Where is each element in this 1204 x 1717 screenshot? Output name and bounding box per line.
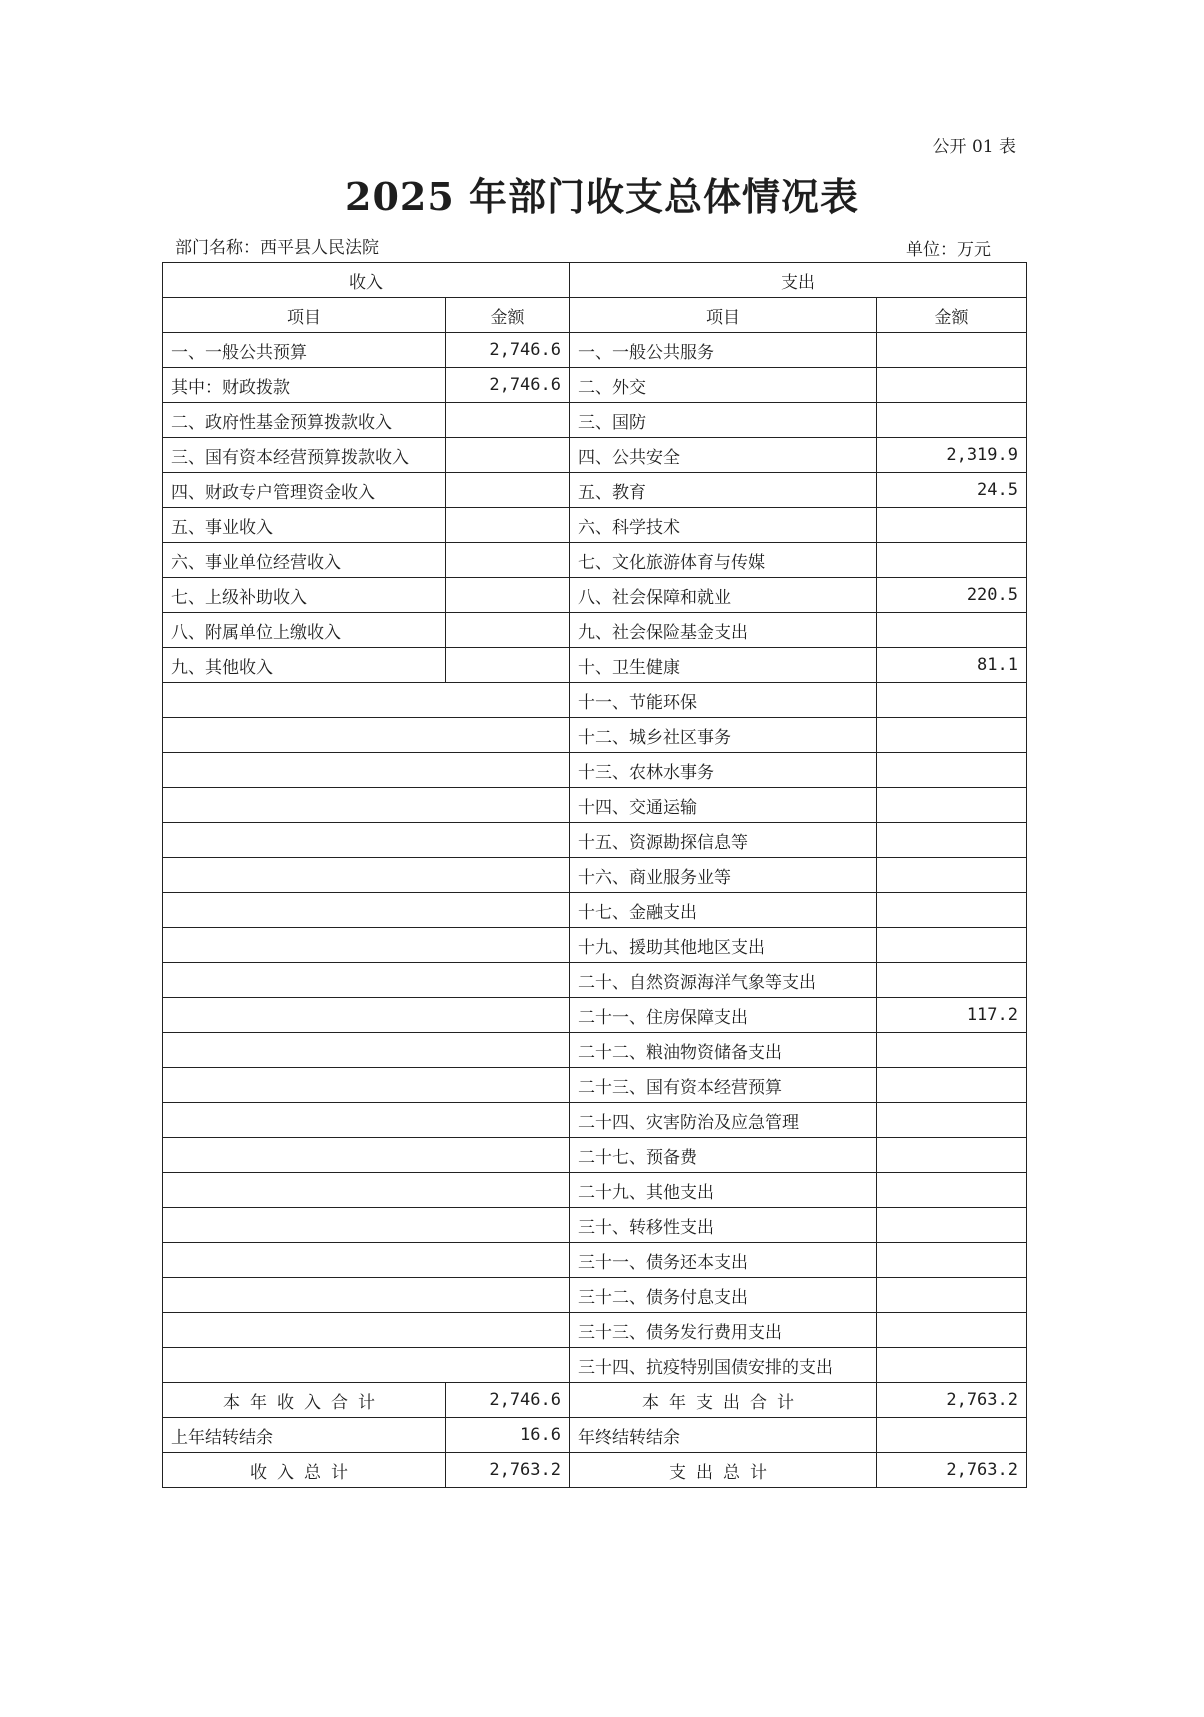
income-item: 九、其他收入 bbox=[163, 648, 446, 683]
income-amount bbox=[446, 508, 570, 543]
expense-amount bbox=[877, 1348, 1027, 1383]
income-amount: 2,746.6 bbox=[446, 333, 570, 368]
expense-item-header: 项目 bbox=[570, 298, 877, 333]
table-row bbox=[163, 403, 1027, 438]
expense-item: 一、一般公共服务 bbox=[570, 333, 877, 368]
income-empty-cell bbox=[163, 1103, 570, 1138]
expense-item: 二十三、国有资本经营预算 bbox=[570, 1068, 877, 1103]
expense-total-label: 支出总计 bbox=[570, 1453, 877, 1488]
income-amount bbox=[446, 648, 570, 683]
income-empty-cell bbox=[163, 1068, 570, 1103]
year-total-row bbox=[163, 1383, 1027, 1418]
expense-amount: 81.1 bbox=[877, 648, 1027, 683]
expense-item: 十、卫生健康 bbox=[570, 648, 877, 683]
expense-item: 二十九、其他支出 bbox=[570, 1173, 877, 1208]
expense-item: 九、社会保险基金支出 bbox=[570, 613, 877, 648]
table-row bbox=[163, 508, 1027, 543]
expense-amount bbox=[877, 1068, 1027, 1103]
table-row bbox=[163, 718, 1027, 753]
expense-item: 十一、节能环保 bbox=[570, 683, 877, 718]
income-header: 收入 bbox=[163, 263, 570, 298]
income-empty-cell bbox=[163, 1033, 570, 1068]
income-item: 一、一般公共预算 bbox=[163, 333, 446, 368]
expense-amount bbox=[877, 1243, 1027, 1278]
table-row bbox=[163, 928, 1027, 963]
expense-total-label: 本年支出合计 bbox=[570, 1383, 877, 1418]
unit-label: 单位：万元 bbox=[906, 240, 991, 260]
income-empty-cell bbox=[163, 893, 570, 928]
expense-amount bbox=[877, 1033, 1027, 1068]
income-amount: 2,746.6 bbox=[446, 368, 570, 403]
expense-item: 二十、自然资源海洋气象等支出 bbox=[570, 963, 877, 998]
income-empty-cell bbox=[163, 1173, 570, 1208]
expense-amount bbox=[877, 858, 1027, 893]
carryover-row bbox=[163, 1418, 1027, 1453]
expense-amount bbox=[877, 928, 1027, 963]
expense-item: 二十一、住房保障支出 bbox=[570, 998, 877, 1033]
expense-item: 十四、交通运输 bbox=[570, 788, 877, 823]
income-item: 四、财政专户管理资金收入 bbox=[163, 473, 446, 508]
table-row bbox=[163, 1138, 1027, 1173]
expense-item: 二十四、灾害防治及应急管理 bbox=[570, 1103, 877, 1138]
expense-amount bbox=[877, 1103, 1027, 1138]
expense-amount bbox=[877, 543, 1027, 578]
expense-total-amount bbox=[877, 1418, 1027, 1453]
expense-item: 三十一、债务还本支出 bbox=[570, 1243, 877, 1278]
table-row bbox=[163, 368, 1027, 403]
income-amount-header: 金额 bbox=[446, 298, 570, 333]
income-empty-cell bbox=[163, 1278, 570, 1313]
expense-total-label: 年终结转结余 bbox=[570, 1418, 877, 1453]
income-item: 七、上级补助收入 bbox=[163, 578, 446, 613]
income-item-header: 项目 bbox=[163, 298, 446, 333]
expense-item: 八、社会保障和就业 bbox=[570, 578, 877, 613]
expense-amount-header: 金额 bbox=[877, 298, 1027, 333]
expense-amount bbox=[877, 403, 1027, 438]
expense-amount bbox=[877, 1138, 1027, 1173]
expense-amount bbox=[877, 1278, 1027, 1313]
expense-item: 四、公共安全 bbox=[570, 438, 877, 473]
expense-total-amount: 2,763.2 bbox=[877, 1453, 1027, 1488]
expense-item: 三十四、抗疫特别国债安排的支出 bbox=[570, 1348, 877, 1383]
table-row bbox=[163, 1033, 1027, 1068]
page-title: 2025 年部门收支总体情况表 bbox=[345, 174, 859, 219]
table-row bbox=[163, 1313, 1027, 1348]
budget-table bbox=[162, 262, 1027, 1488]
table-row bbox=[163, 543, 1027, 578]
expense-amount bbox=[877, 893, 1027, 928]
income-empty-cell bbox=[163, 858, 570, 893]
income-empty-cell bbox=[163, 963, 570, 998]
table-row bbox=[163, 823, 1027, 858]
expense-item: 二十七、预备费 bbox=[570, 1138, 877, 1173]
table-row bbox=[163, 438, 1027, 473]
table-row bbox=[163, 1103, 1027, 1138]
table-row bbox=[163, 893, 1027, 928]
income-total-amount: 2,763.2 bbox=[446, 1453, 570, 1488]
expense-amount: 2,319.9 bbox=[877, 438, 1027, 473]
expense-amount bbox=[877, 963, 1027, 998]
income-total-label: 本年收入合计 bbox=[163, 1383, 446, 1418]
income-item: 五、事业收入 bbox=[163, 508, 446, 543]
expense-amount bbox=[877, 788, 1027, 823]
expense-amount bbox=[877, 508, 1027, 543]
expense-item: 十二、城乡社区事务 bbox=[570, 718, 877, 753]
income-empty-cell bbox=[163, 998, 570, 1033]
income-total-amount: 16.6 bbox=[446, 1418, 570, 1453]
expense-item: 十三、农林水事务 bbox=[570, 753, 877, 788]
expense-total-amount: 2,763.2 bbox=[877, 1383, 1027, 1418]
expense-amount: 24.5 bbox=[877, 473, 1027, 508]
income-empty-cell bbox=[163, 1138, 570, 1173]
expense-item: 十六、商业服务业等 bbox=[570, 858, 877, 893]
expense-amount bbox=[877, 1208, 1027, 1243]
income-amount bbox=[446, 578, 570, 613]
table-row bbox=[163, 753, 1027, 788]
table-row bbox=[163, 683, 1027, 718]
income-amount bbox=[446, 473, 570, 508]
expense-amount bbox=[877, 823, 1027, 858]
table-row bbox=[163, 788, 1027, 823]
income-total-amount: 2,746.6 bbox=[446, 1383, 570, 1418]
department-name: 部门名称：西平县人民法院 bbox=[175, 238, 379, 258]
expense-item: 三十三、债务发行费用支出 bbox=[570, 1313, 877, 1348]
column-header-row bbox=[163, 298, 1027, 333]
income-empty-cell bbox=[163, 753, 570, 788]
income-amount bbox=[446, 613, 570, 648]
expense-item: 六、科学技术 bbox=[570, 508, 877, 543]
expense-item: 七、文化旅游体育与传媒 bbox=[570, 543, 877, 578]
table-row bbox=[163, 1068, 1027, 1103]
budget-table-body bbox=[163, 263, 1027, 1488]
expense-amount bbox=[877, 333, 1027, 368]
expense-amount bbox=[877, 683, 1027, 718]
table-row bbox=[163, 998, 1027, 1033]
income-amount bbox=[446, 438, 570, 473]
table-row bbox=[163, 613, 1027, 648]
income-empty-cell bbox=[163, 1243, 570, 1278]
table-row bbox=[163, 858, 1027, 893]
expense-item: 五、教育 bbox=[570, 473, 877, 508]
table-row bbox=[163, 963, 1027, 998]
expense-amount: 220.5 bbox=[877, 578, 1027, 613]
income-item: 三、国有资本经营预算拨款收入 bbox=[163, 438, 446, 473]
table-row bbox=[163, 473, 1027, 508]
income-item: 其中：财政拨款 bbox=[163, 368, 446, 403]
table-row bbox=[163, 1348, 1027, 1383]
income-empty-cell bbox=[163, 1348, 570, 1383]
income-item: 六、事业单位经营收入 bbox=[163, 543, 446, 578]
income-empty-cell bbox=[163, 1208, 570, 1243]
table-row bbox=[163, 1278, 1027, 1313]
expense-item: 二、外交 bbox=[570, 368, 877, 403]
expense-item: 三十二、债务付息支出 bbox=[570, 1278, 877, 1313]
income-amount bbox=[446, 543, 570, 578]
expense-item: 十七、金融支出 bbox=[570, 893, 877, 928]
section-header-row bbox=[163, 263, 1027, 298]
expense-amount: 117.2 bbox=[877, 998, 1027, 1033]
expense-amount bbox=[877, 1173, 1027, 1208]
income-total-label: 收入总计 bbox=[163, 1453, 446, 1488]
income-total-label: 上年结转结余 bbox=[163, 1418, 446, 1453]
form-code: 公开 01 表 bbox=[932, 137, 1016, 157]
expense-item: 三、国防 bbox=[570, 403, 877, 438]
income-item: 八、附属单位上缴收入 bbox=[163, 613, 446, 648]
income-empty-cell bbox=[163, 788, 570, 823]
expense-amount bbox=[877, 613, 1027, 648]
expense-item: 三十、转移性支出 bbox=[570, 1208, 877, 1243]
income-empty-cell bbox=[163, 1313, 570, 1348]
income-empty-cell bbox=[163, 718, 570, 753]
expense-amount bbox=[877, 368, 1027, 403]
income-empty-cell bbox=[163, 928, 570, 963]
table-row bbox=[163, 578, 1027, 613]
expense-amount bbox=[877, 753, 1027, 788]
income-amount bbox=[446, 403, 570, 438]
grand-total-row bbox=[163, 1453, 1027, 1488]
income-empty-cell bbox=[163, 823, 570, 858]
income-item: 二、政府性基金预算拨款收入 bbox=[163, 403, 446, 438]
table-row bbox=[163, 1243, 1027, 1278]
expense-item: 十九、援助其他地区支出 bbox=[570, 928, 877, 963]
table-row bbox=[163, 648, 1027, 683]
income-empty-cell bbox=[163, 683, 570, 718]
expense-item: 十五、资源勘探信息等 bbox=[570, 823, 877, 858]
table-row bbox=[163, 333, 1027, 368]
table-row bbox=[163, 1208, 1027, 1243]
table-row bbox=[163, 1173, 1027, 1208]
expense-item: 二十二、粮油物资储备支出 bbox=[570, 1033, 877, 1068]
expense-amount bbox=[877, 1313, 1027, 1348]
expense-header: 支出 bbox=[570, 263, 1027, 298]
expense-amount bbox=[877, 718, 1027, 753]
